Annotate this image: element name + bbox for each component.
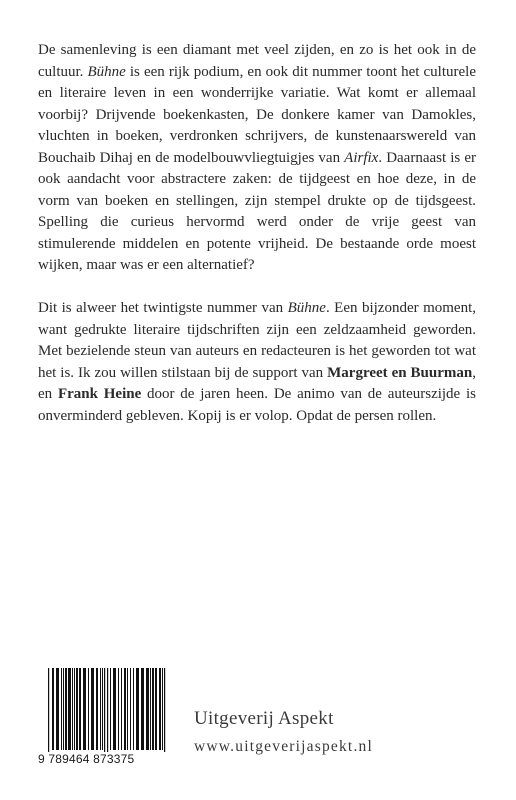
barcode-bar	[146, 668, 149, 750]
barcode-bar	[152, 668, 154, 750]
barcode-bar	[150, 668, 151, 750]
barcode-bar	[141, 668, 144, 750]
barcode-bar	[68, 668, 71, 750]
back-cover-text	[38, 40, 476, 449]
barcode-bar	[83, 668, 86, 750]
barcode-bar	[100, 668, 101, 750]
barcode-bar	[121, 668, 122, 750]
barcode-bar	[136, 668, 139, 750]
barcode-bar	[52, 668, 54, 750]
barcode-bar	[130, 668, 131, 750]
barcode-bar	[79, 668, 81, 750]
barcode-bar	[88, 668, 89, 750]
barcode-bar	[48, 668, 49, 756]
barcode-bar	[113, 668, 116, 750]
barcode-bar	[96, 668, 98, 750]
isbn-barcode	[38, 668, 174, 764]
barcode-bar	[91, 668, 94, 750]
barcode-bar	[164, 668, 165, 756]
barcode-bar	[155, 668, 157, 750]
intro-paragraph: De samenleving is een diamant met veel zijden, en zo is het ook in de cultuur. Bühne is een rijk podium, en ook dit nummer toont het culturele en literaire leven in een wonderrijke variatie. Wat komt er allemaal voorbij? Drijvende boekenkasten, De donkere kamer van Damokles, vluchten in boeken, verdronken schrijvers, de kunstenaarswereld van Bouchaib Dihaj en de modelbouwvliegtuigjes van Airfix. Daarnaast is er ook aandacht voor abstractere zaken: de tijdgeest en hoe deze, in de vorm van boeken en stellingen, zijn stempel drukte op de tijdsgeest. Spelling die curieus hervormd werd onder de vrije geest van stimulerende middelen en potente vrijheid. De bestaande orde moest wijken, maar was er een alternatief?	[38, 42, 476, 273]
airfix-name: Airfix	[344, 149, 379, 166]
barcode-bar	[124, 668, 126, 750]
barcode-bar	[162, 668, 163, 750]
barcode-bar	[63, 668, 64, 750]
barcode-bars	[38, 668, 174, 756]
isbn-digits: 9 789464 873375	[38, 752, 174, 766]
barcode-bar	[104, 668, 105, 756]
barcode-bar	[76, 668, 78, 750]
publisher-website: www.uitgeverijaspekt.nl	[194, 738, 373, 755]
magazine-title: Bühne	[87, 63, 126, 80]
barcode-bar	[65, 668, 67, 750]
barcode-bar	[102, 668, 103, 750]
barcode-bar	[118, 668, 119, 750]
barcode-bar	[110, 668, 111, 750]
magazine-title: Bühne	[287, 300, 326, 316]
contributor-name: Margreet en Buurman	[327, 364, 473, 381]
barcode-bar	[61, 668, 62, 750]
barcode-bar	[56, 668, 59, 750]
publisher-name: Uitgeverij Aspekt	[194, 708, 334, 729]
barcode-bar	[74, 668, 75, 750]
barcode-bar	[127, 668, 128, 750]
contributor-name: Frank Heine	[57, 386, 142, 402]
anniversary-paragraph: Dit is alweer het twintigste nummer van Bühne. Een bijzonder moment, want gedrukte literaire tijdschriften zijn een zeldzaamheid geworden. Met bezielende steun van auteurs en redacteuren is het geworden tot wat het is. Ik zou willen stilstaan bij de support van Margreet en Buurman, en Frank Heine door de jaren heen. De animo van de auteurszijde is onverminderd gebleven. Kopij is er volop. Opdat de persen rollen.	[38, 300, 476, 424]
barcode-bar	[159, 668, 161, 750]
barcode-bar	[133, 668, 134, 750]
barcode-bar	[72, 668, 73, 750]
barcode-bar	[107, 668, 108, 756]
